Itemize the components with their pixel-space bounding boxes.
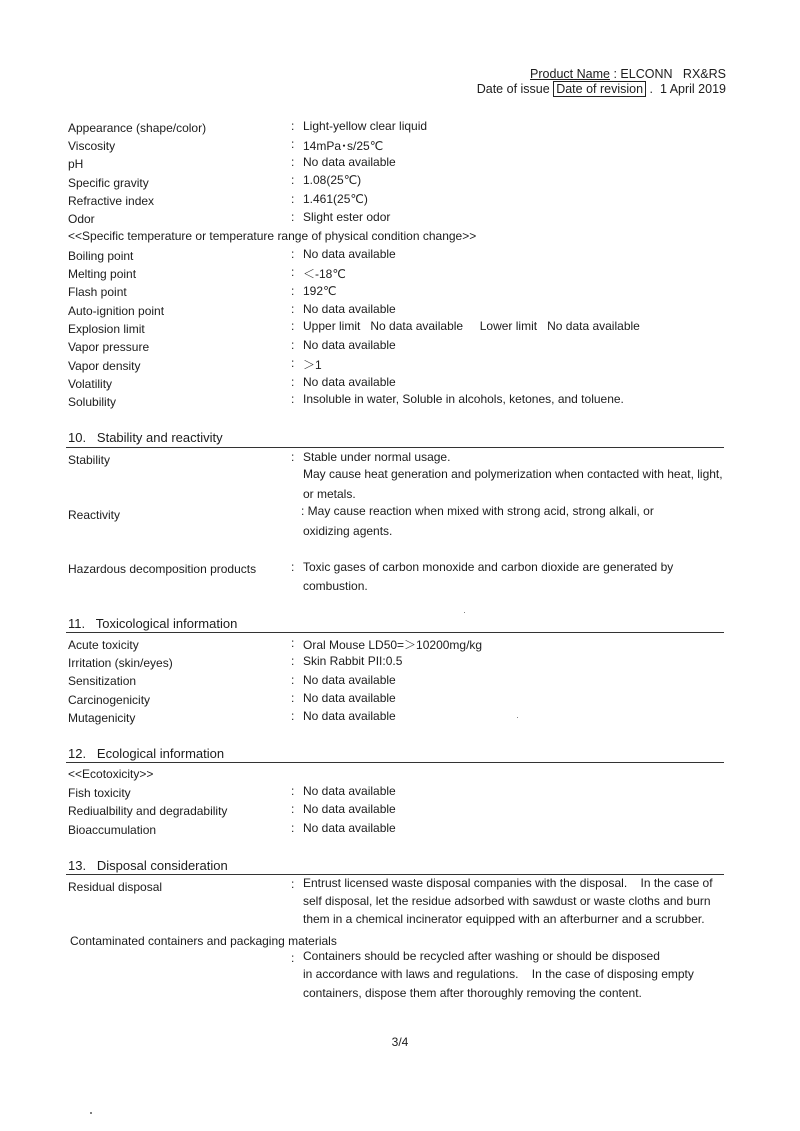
stability-line: May cause heat generation and polymerization when contacted with heat, light, bbox=[303, 467, 723, 481]
row-label: Irritation (skin/eyes) bbox=[68, 656, 173, 670]
scan-speck bbox=[517, 717, 518, 718]
row-colon: : bbox=[291, 319, 295, 333]
date-value: 1 April 2019 bbox=[659, 82, 726, 96]
product-name-value: ELCONN RX&RS bbox=[620, 67, 726, 81]
residual-line: self disposal, let the residue adsorbed with sawdust or waste cloths and burn bbox=[303, 894, 711, 908]
row-value: Light-yellow clear liquid bbox=[303, 119, 428, 133]
row-colon: : bbox=[291, 392, 295, 406]
row-colon: : bbox=[291, 119, 295, 133]
row-value: No data available bbox=[303, 302, 396, 316]
row-colon: : bbox=[291, 709, 295, 723]
row-colon: : bbox=[291, 356, 295, 370]
row-value: No data available bbox=[303, 691, 396, 705]
subheading: <<Specific temperature or temperature range of physical condition change>> bbox=[68, 229, 477, 243]
hazard-label: Hazardous decomposition products bbox=[68, 562, 257, 576]
section-divider bbox=[66, 447, 724, 448]
scan-speck bbox=[90, 1112, 92, 1114]
hazard-colon: : bbox=[291, 560, 295, 574]
row-label: Volatility bbox=[68, 377, 113, 391]
product-name-label: Product Name bbox=[530, 67, 610, 81]
row-label: Specific gravity bbox=[68, 176, 149, 190]
row-label: Fish toxicity bbox=[68, 786, 131, 800]
reactivity-line: : May cause reaction when mixed with strong acid, strong alkali, or bbox=[301, 504, 654, 518]
row-label: Melting point bbox=[68, 267, 137, 281]
row-colon: : bbox=[291, 155, 295, 169]
row-value: No data available bbox=[303, 247, 396, 261]
product-name-line bbox=[477, 67, 726, 82]
stability-line: or metals. bbox=[303, 487, 356, 501]
row-value: No data available bbox=[303, 673, 396, 687]
row-value: No data available bbox=[303, 709, 396, 723]
row-label: Appearance (shape/color) bbox=[68, 121, 207, 135]
section-divider bbox=[66, 874, 724, 875]
row-label: Carcinogenicity bbox=[68, 693, 151, 707]
row-value: ＜-18℃ bbox=[303, 267, 346, 281]
row-label: Refractive index bbox=[68, 194, 155, 208]
row-value: 1.08(25℃) bbox=[303, 173, 362, 187]
row-value: Skin Rabbit PII:0.5 bbox=[303, 654, 403, 668]
row-value: No data available bbox=[303, 821, 396, 835]
row-value: 192℃ bbox=[303, 284, 337, 298]
row-label: Auto-ignition point bbox=[68, 304, 165, 318]
row-colon: : bbox=[291, 691, 295, 705]
row-colon: : bbox=[291, 210, 295, 224]
row-label: Flash point bbox=[68, 285, 127, 299]
row-colon: : bbox=[291, 173, 295, 187]
product-name-sep: : bbox=[613, 67, 617, 81]
subheading: <<Ecotoxicity>> bbox=[68, 767, 154, 781]
row-colon: : bbox=[291, 821, 295, 835]
section-divider bbox=[66, 632, 724, 633]
row-label: Acute toxicity bbox=[68, 638, 139, 652]
row-value: No data available bbox=[303, 375, 396, 389]
row-label: Odor bbox=[68, 212, 95, 226]
row-colon: : bbox=[291, 247, 295, 261]
row-colon: : bbox=[291, 265, 295, 279]
row-value: Insoluble in water, Soluble in alcohols, ketones, and toluene. bbox=[303, 392, 624, 406]
row-label: Explosion limit bbox=[68, 322, 145, 336]
containers-line: Containers should be recycled after washing or should be disposed bbox=[303, 949, 660, 963]
containers-label: Contaminated containers and packaging materials bbox=[70, 934, 337, 948]
row-label: Rediualbility and degradability bbox=[68, 804, 228, 818]
row-value: No data available bbox=[303, 338, 396, 352]
residual-line: them in a chemical incinerator equipped with an afterburner and a scrubber. bbox=[303, 912, 705, 926]
scan-speck bbox=[464, 612, 465, 613]
row-label: Mutagenicity bbox=[68, 711, 136, 725]
row-label: pH bbox=[68, 157, 84, 171]
row-colon: : bbox=[291, 636, 295, 650]
row-label: Sensitization bbox=[68, 674, 137, 688]
section-title-13: 13. Disposal consideration bbox=[68, 858, 228, 873]
date-of-issue-label: Date of issue bbox=[476, 82, 550, 96]
containers-colon: : bbox=[291, 951, 295, 965]
row-value: Oral Mouse LD50=＞10200mg/kg bbox=[303, 638, 483, 652]
date-line bbox=[477, 82, 726, 97]
row-colon: : bbox=[291, 654, 295, 668]
reactivity-label: Reactivity bbox=[68, 508, 121, 522]
row-value: 1.461(25℃) bbox=[303, 192, 368, 206]
row-value: No data available bbox=[303, 155, 396, 169]
row-colon: : bbox=[291, 302, 295, 316]
residual-line: Entrust licensed waste disposal companies with the disposal. In the case of bbox=[303, 876, 713, 890]
row-label: Vapor density bbox=[68, 359, 141, 373]
date-sep: . bbox=[649, 82, 654, 96]
stability-colon: : bbox=[291, 450, 295, 464]
residual-disposal-label: Residual disposal bbox=[68, 880, 163, 894]
document-header bbox=[477, 67, 726, 97]
row-colon: : bbox=[291, 137, 295, 151]
row-colon: : bbox=[291, 375, 295, 389]
containers-line: containers, dispose them after thoroughly removing the content. bbox=[303, 986, 642, 1000]
row-value: Slight ester odor bbox=[303, 210, 391, 224]
row-value: No data available bbox=[303, 784, 396, 798]
residual-colon: : bbox=[291, 877, 295, 891]
reactivity-line: oxidizing agents. bbox=[303, 524, 393, 538]
containers-line: in accordance with laws and regulations. In the case of disposing empty bbox=[303, 967, 694, 981]
row-colon: : bbox=[291, 802, 295, 816]
page-number: 3/4 bbox=[391, 1035, 409, 1049]
row-value: ＞1 bbox=[303, 358, 322, 372]
hazard-line: combustion. bbox=[303, 579, 368, 593]
section-title-11: 11. Toxicological information bbox=[68, 616, 238, 631]
row-label: Bioaccumulation bbox=[68, 823, 157, 837]
section-title-10: 10. Stability and reactivity bbox=[68, 430, 223, 445]
date-of-revision-label: Date of revision bbox=[553, 81, 646, 97]
row-value: 14mPa･s/25℃ bbox=[303, 139, 384, 153]
row-colon: : bbox=[291, 192, 295, 206]
row-value: Upper limit No data available Lower limit No data available bbox=[303, 319, 640, 333]
row-colon: : bbox=[291, 338, 295, 352]
row-colon: : bbox=[291, 784, 295, 798]
row-label: Viscosity bbox=[68, 139, 116, 153]
stability-label: Stability bbox=[68, 453, 111, 467]
section-title-12: 12. Ecological information bbox=[68, 746, 225, 761]
row-label: Boiling point bbox=[68, 249, 134, 263]
row-colon: : bbox=[291, 284, 295, 298]
row-colon: : bbox=[291, 673, 295, 687]
row-label: Vapor pressure bbox=[68, 340, 150, 354]
row-label: Solubility bbox=[68, 395, 117, 409]
hazard-line: Toxic gases of carbon monoxide and carbon dioxide are generated by bbox=[303, 560, 674, 574]
row-value: No data available bbox=[303, 802, 396, 816]
section-divider bbox=[66, 762, 724, 763]
stability-line: Stable under normal usage. bbox=[303, 450, 451, 464]
